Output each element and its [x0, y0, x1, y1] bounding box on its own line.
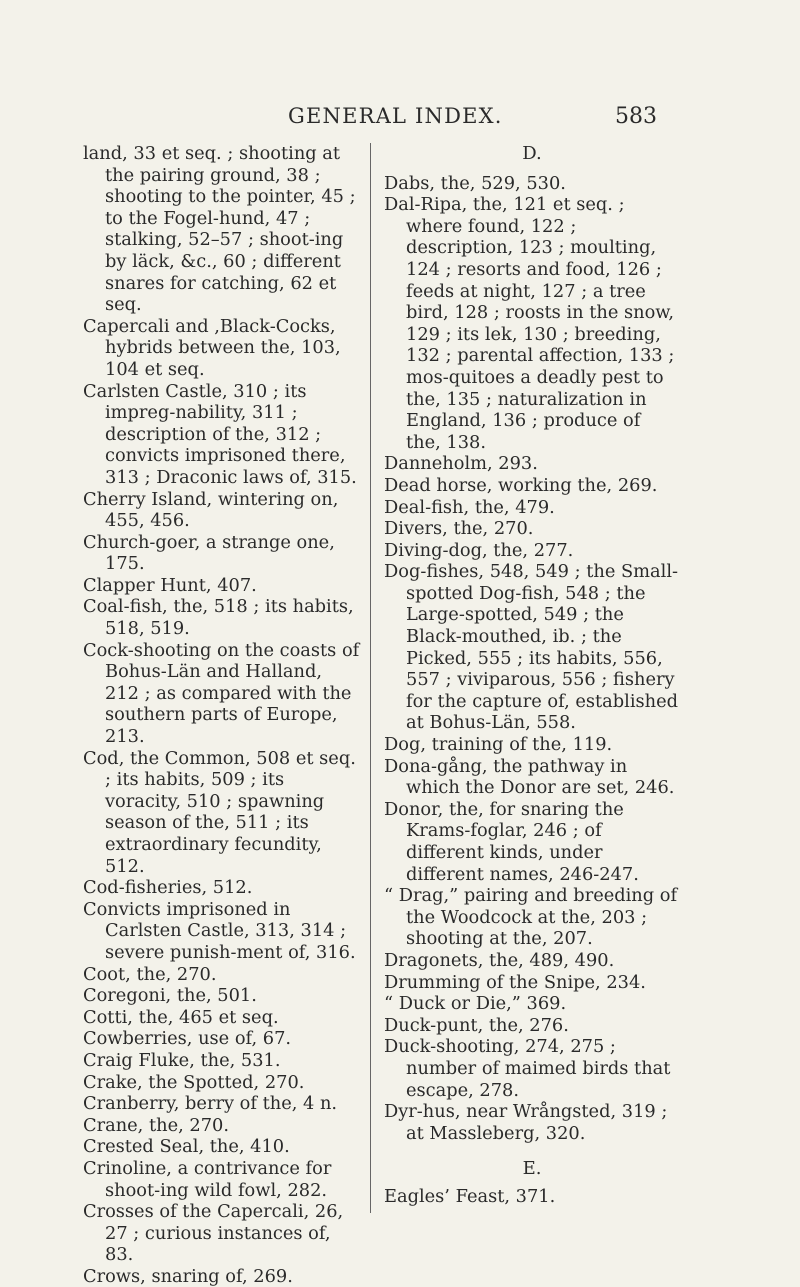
index-column-left	[83, 143, 361, 1287]
index-entry: Dal-Ripa, the, 121 et seq. ; where found, 122 ; description, 123 ; moulting, 124 ; resorts and food, 126 ; feeds at night, 127 ; a tree bird, 128 ; roosts in the snow, 129 ; its lek, 130 ; breeding, 132 ; parental affection, 133 ; mos-quitoes a deadly pest to the, 135 ; naturalization in England, 136 ; produce of the, 138.	[384, 194, 675, 453]
section-heading-d: D.	[522, 143, 542, 164]
index-entry: Crinoline, a contrivance for shoot-ing wild fowl, 282.	[83, 1157, 332, 1201]
index-entry: Cock-shooting on the coasts of Bohus-Län and Halland, 212 ; as compared with the southern parts of Europe, 213.	[83, 639, 360, 748]
page-number: 583	[615, 104, 657, 129]
index-entry: Craig Fluke, the, 531.	[83, 1049, 281, 1071]
index-entry: Cod, the Common, 508 et seq. ; its habits, 509 ; its voracity, 510 ; spawning season of the, 511 ; its extraordinary fecundity, 512.	[83, 747, 356, 877]
index-entry: Clapper Hunt, 407.	[83, 574, 257, 596]
index-column-right	[384, 143, 680, 1208]
index-entry: Cowberries, use of, 67.	[83, 1028, 292, 1050]
index-entry: Coal-fish, the, 518 ; its habits, 518, 519.	[83, 596, 354, 640]
index-entry: land, 33 et seq. ; shooting at the pairing ground, 38 ; shooting to the pointer, 45 ; to the Fogel-hund, 47 ; stalking, 52–57 ; shoot-ing by läck, &c., 60 ; different snares for catching, 62 et seq.	[83, 143, 356, 316]
index-entry: Capercali and ,Black-Cocks, hybrids between the, 103, 104 et seq.	[83, 315, 341, 380]
index-entry: Coregoni, the, 501.	[83, 985, 257, 1007]
index-entry: Cotti, the, 465 et seq.	[83, 1006, 279, 1028]
index-entry: Dabs, the, 529, 530.	[384, 172, 566, 194]
index-entry: Danneholm, 293.	[384, 453, 538, 475]
index-entry: Convicts imprisoned in Carlsten Castle, 313, 314 ; severe punish-ment of, 316.	[83, 898, 356, 963]
index-entry: Crested Seal, the, 410.	[83, 1136, 290, 1158]
index-entry: Diving-dog, the, 277.	[384, 539, 574, 561]
column-divider	[370, 143, 371, 1213]
index-entry: Eagles’ Feast, 371.	[384, 1185, 556, 1207]
index-entry: “ Drag,” pairing and breeding of the Woodcock at the, 203 ; shooting at the, 207.	[384, 885, 678, 950]
page-header	[0, 104, 800, 134]
index-entry: Cod-fisheries, 512.	[83, 877, 253, 899]
index-entry: Duck-punt, the, 276.	[384, 1014, 569, 1036]
index-entry: Dona-gång, the pathway in which the Donor are set, 246.	[384, 755, 675, 799]
index-entry: Dog-fishes, 548, 549 ; the Small-spotted Dog-fish, 548 ; the Large-spotted, 549 ; the Black-mouthed, ib. ; the Picked, 555 ; its habits, 556, 557 ; viviparous, 556 ; fishery for the capture of, established at Bohus-Län, 558.	[384, 561, 679, 734]
index-entry: Crows, snaring of, 269.	[83, 1265, 293, 1287]
section-heading-e: E.	[522, 1158, 542, 1180]
index-entry: Coot, the, 270.	[83, 963, 217, 985]
index-entry: Dyr-hus, near Wrångsted, 319 ; at Massleberg, 320.	[384, 1101, 668, 1144]
index-entry: Crane, the, 270.	[83, 1114, 230, 1136]
index-entry: Dog, training of the, 119.	[384, 734, 613, 756]
index-entry: Deal-fish, the, 479.	[384, 496, 555, 518]
index-entry: “ Duck or Die,” 369.	[384, 993, 567, 1015]
index-entry: Carlsten Castle, 310 ; its impreg-nability, 311 ; description of the, 312 ; convicts imprisoned there, 313 ; Draconic laws of, 315.	[83, 380, 357, 488]
index-entry: Crake, the Spotted, 270.	[83, 1071, 305, 1093]
index-entry: Cranberry, berry of the, 4 n.	[83, 1093, 338, 1115]
index-entry: Divers, the, 270.	[384, 518, 534, 540]
index-entry: Drumming of the Snipe, 234.	[384, 971, 646, 993]
index-entry: Cherry Island, wintering on, 455, 456.	[83, 488, 339, 532]
index-entry: Crosses of the Capercali, 26, 27 ; curious instances of, 83.	[83, 1201, 344, 1266]
running-title: GENERAL INDEX.	[288, 104, 503, 128]
index-entry: Dragonets, the, 489, 490.	[384, 949, 615, 971]
index-entry: Church-goer, a strange one, 175.	[83, 531, 335, 575]
index-entry: Donor, the, for snaring the Krams-foglar, 246 ; of different kinds, under different names, 246-247.	[384, 798, 639, 885]
index-entry: Dead horse, working the, 269.	[384, 474, 658, 496]
index-entry: Duck-shooting, 274, 275 ; number of maimed birds that escape, 278.	[384, 1036, 671, 1101]
